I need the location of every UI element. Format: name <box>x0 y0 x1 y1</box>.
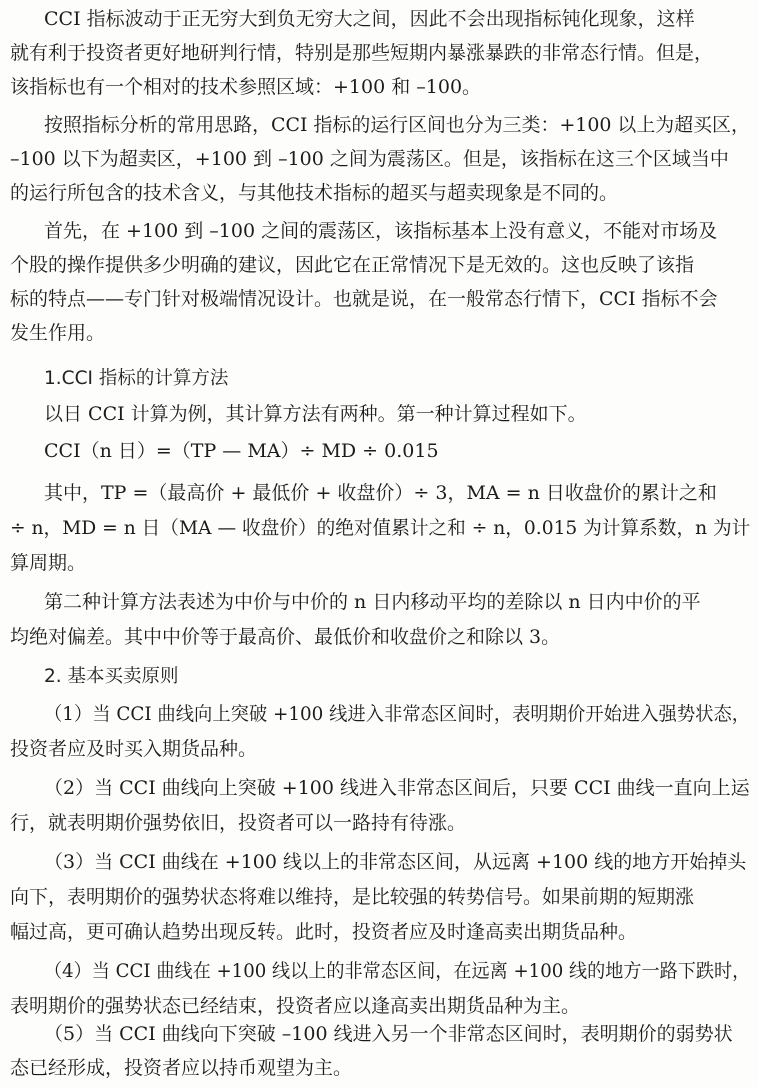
rule-2-line-1: （2）当 CCI 曲线向上突破 +100 线进入非常态区间后，只要 CCI 曲线一直向上运 <box>44 777 750 799</box>
rule-2-line-2: 行，就表明期价强势依旧，投资者可以一路持有待涨。 <box>10 812 467 834</box>
method-2-line-2: 均绝对偏差。其中中价等于最高价、最低价和收盘价之和除以 3。 <box>10 626 561 648</box>
rule-3-line-3: 幅过高，更可确认趋势出现反转。此时，投资者应及时逢高卖出期货品种。 <box>10 921 638 943</box>
rule-5-line-2: 态已经形成，投资者应以持币观望为主。 <box>10 1057 353 1079</box>
rule-3-line-2: 向下，表明期价的强势状态将难以维持，是比较强的转势信号。如果前期的短期涨 <box>10 886 695 908</box>
rule-4-line-2: 表明期价的强势状态已经结束，投资者应以逢高卖出期货品种为主。 <box>10 995 581 1017</box>
section-2-heading: 2. 基本买卖原则 <box>44 666 179 687</box>
cci-formula: CCI（n 日）=（TP — MA）÷ MD ÷ 0.015 <box>44 440 439 462</box>
paragraph-3-line-3: 标的特点——专门针对极端情况设计。也就是说，在一般常态行情下，CCI 指标不会 <box>10 288 718 310</box>
paragraph-2-line-2: –100 以下为超卖区，+100 到 –100 之间为震荡区。但是，该指标在这三个区域当中 <box>10 148 729 170</box>
paragraph-3-line-4: 发生作用。 <box>10 322 106 344</box>
explanation-line-3: 算周期。 <box>10 552 87 574</box>
paragraph-2-line-3: 的运行所包含的技术含义，与其他技术指标的超买与超卖现象是不同的。 <box>10 182 619 204</box>
rule-5-line-1: （5）当 CCI 曲线向下突破 –100 线进入另一个非常态区间时，表明期价的弱势状 <box>44 1023 733 1045</box>
paragraph-2-line-1: 按照指标分析的常用思路，CCI 指标的运行区间也分为三类：+100 以上为超买区， <box>44 114 750 136</box>
rule-1-line-2: 投资者应及时买入期货品种。 <box>10 738 258 760</box>
paragraph-1-line-3: 该指标也有一个相对的技术参照区域：+100 和 –100。 <box>10 76 482 98</box>
method-2-line-1: 第二种计算方法表述为中价与中价的 n 日内移动平均的差除以 n 日内中价的平 <box>44 591 701 613</box>
explanation-line-2: ÷ n，MD = n 日（MA — 收盘价）的绝对值累计之和 ÷ n，0.015 为计算系数，n 为计 <box>10 517 751 539</box>
paragraph-1-line-1: CCI 指标波动于正无穷大到负无穷大之间，因此不会出现指标钝化现象，这样 <box>44 8 695 30</box>
explanation-line-1: 其中，TP =（最高价 + 最低价 + 收盘价）÷ 3，MA = n 日收盘价的累计之和 <box>44 482 717 504</box>
rule-3-line-1: （3）当 CCI 曲线在 +100 线以上的非常态区间，从远离 +100 线的地方开始掉头 <box>44 851 747 873</box>
section-1-intro: 以日 CCI 计算为例，其计算方法有两种。第一种计算过程如下。 <box>44 403 587 425</box>
paragraph-1-line-2: 就有利于投资者更好地研判行情，特别是那些短期内暴涨暴跌的非常态行情。但是， <box>10 42 714 64</box>
section-1-heading: 1.CCI 指标的计算方法 <box>44 368 229 389</box>
rule-1-line-1: （1）当 CCI 曲线向上突破 +100 线进入非常态区间时，表明期价开始进入强势状态， <box>44 703 751 725</box>
paragraph-3-line-1: 首先，在 +100 到 –100 之间的震荡区，该指标基本上没有意义，不能对市场及 <box>44 220 718 242</box>
rule-4-line-1: （4）当 CCI 曲线在 +100 线以上的非常态区间，在远离 +100 线的地方一路下跌时， <box>44 960 751 982</box>
paragraph-3-line-2: 个股的操作提供多少明确的建议，因此它在正常情况下是无效的。这也反映了该指 <box>10 254 695 276</box>
